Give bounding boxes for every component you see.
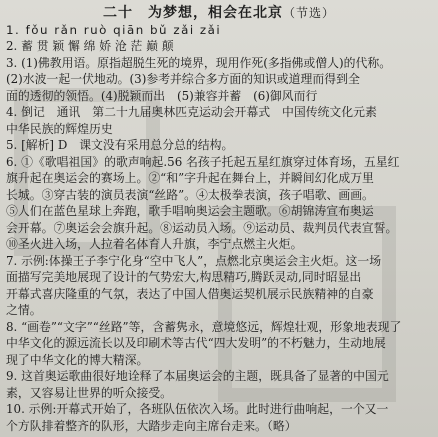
title-suffix: （节选） [282,6,335,20]
answer-line: 中华民族的辉煌历史 [6,121,113,136]
answer-line: (2)水波一起一伏地动。(3)参考并综合多方面的知识或道理而得到全 [6,72,360,87]
answer-line: 5. [解析] D 课文没有采用总分总的结构。 [6,138,234,153]
answer-line: 4. 倒记 通讯 第二十九届奥林匹克运动会开幕式 中国传统文化元素 [6,105,377,120]
answer-line: ⑩圣火进入场，人拉着名体育人升旗，李宁点燃主火炬。 [6,237,303,252]
answer-line: 之情。 [6,303,42,318]
answer-line: 6. ①《歌唱祖国》的歌声响起.56 名孩子托起五星红旗穿过体育场，五星红 [6,154,400,169]
answer-line: 8. “画卷”“文字”“丝路”等，含蓄隽永，意境悠远，辉煌壮观，形象地表现了 [6,319,402,334]
answer-line: 素，又容易让世界的听众接受。 [6,385,173,400]
title-main: 二十 为梦想，相会在北京 [102,5,283,21]
answer-line: 3. (1)佛教用语。原指超脱生死的境界，现用作死(多指佛或僧人)的代称。 [6,55,392,70]
page-title [0,2,438,22]
answer-line: 会开幕。⑦奥运会会旗升起。⑧运动员入场。⑨运动员、裁判员代表宣誓。 [6,220,398,235]
answer-line: 面的透彻的领悟。(4)脱颖而出 (5)兼容并蓄 (6)御风而行 [6,88,318,103]
answer-line: 个方队排着整齐的队形，大踏步走向主席台走来。（略） [6,418,297,433]
answer-line: 中华文化的源远流长以及印刷术等古代“四大发明”的不朽魅力，生动地展 [6,336,386,351]
answer-line: 9. 这首奥运歌曲很好地诠释了本届奥运会的主题，既具备了显著的中国元 [6,369,389,384]
answer-line: 10. 示例:开幕式开始了，各班队伍依次入场。此时进行曲响起，一个又一 [6,402,389,417]
answer-line: ⑤人们在蓝色星球上奔跑，歌手唱响奥运会主题歌。⑥胡锦涛宣布奥运 [6,204,374,219]
answer-line: 长城。③穿古装的演员表演“丝路”。④太极拳表演，孩子唱歌、画画。 [6,187,374,202]
answer-line: 开幕式喜庆隆重的气氛，表达了中国人借奥运契机展示民族精神的自豪 [6,286,374,301]
answer-line: 2. 蓄 贯 颖 懈 绵 娇 沧 茫 巅 颠 [6,39,174,54]
answer-line: 7. 示例:体操王子李宁化身“空中飞人”，点燃北京奥运会主火炬。这一场 [6,253,382,268]
answer-line: 面描写完美地展现了设计的气势宏大,构思精巧,腾跃灵动,同时昭显出 [6,270,362,285]
answer-line: 旗升起在奥运会的赛场上。②“和”字升起在舞台上，并瞬间幻化成万里 [6,171,374,186]
answer-line: 现了中华文化的博大精深。 [6,352,149,367]
answer-line: 1. fǒu rǎn ruò qiān bǔ zǎi zǎi [6,23,222,37]
